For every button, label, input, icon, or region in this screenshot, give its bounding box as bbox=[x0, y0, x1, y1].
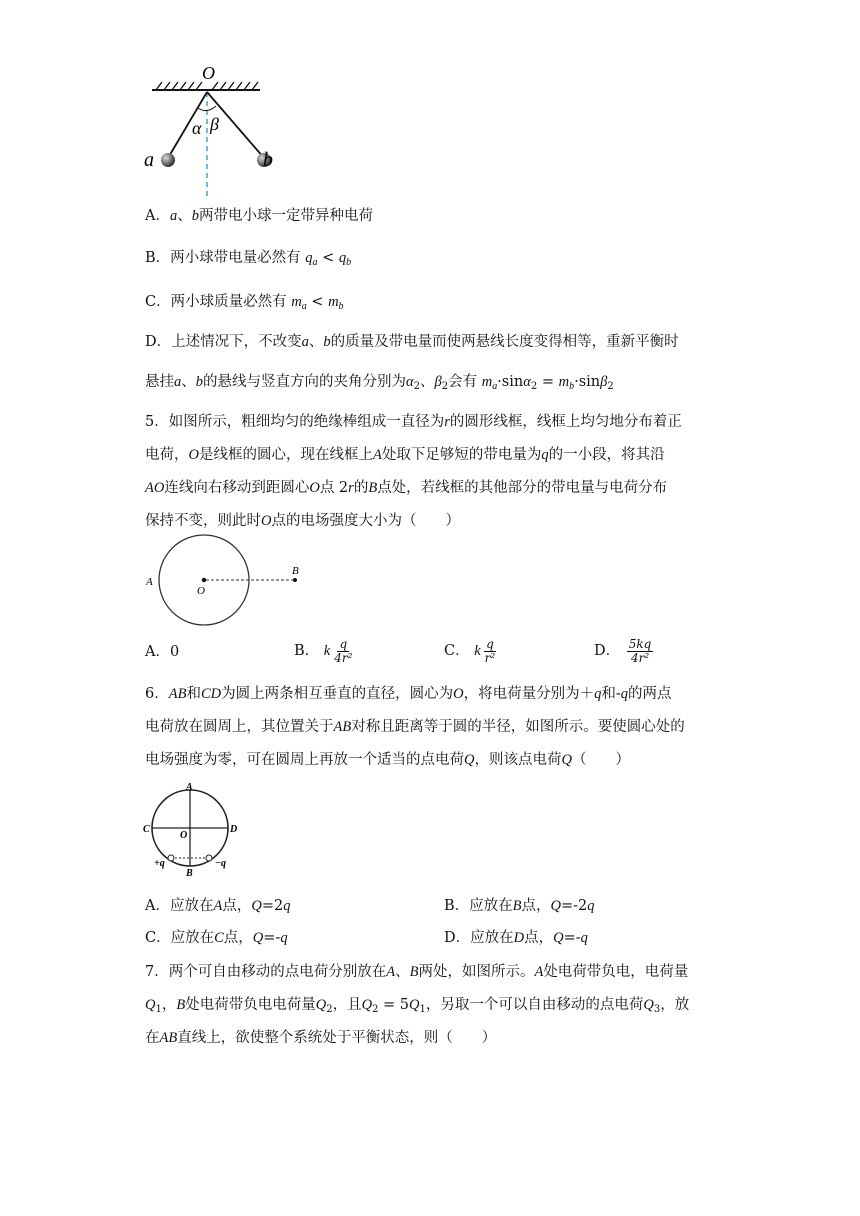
q6-option-a: A．应放在A点，Q=2q bbox=[145, 898, 291, 914]
label-minus-q: −q bbox=[215, 858, 227, 869]
q5-line4: 保持不变，则此时O点的电场强度大小为（ ） bbox=[145, 513, 460, 529]
pendulum-figure bbox=[140, 62, 273, 202]
q5-option-d: D． $\frac{5kq}{\text{4r²}}$ bbox=[594, 636, 652, 665]
q5-option-a: A．0 bbox=[145, 644, 180, 660]
q4-option-a: A．a、b两带电小球一定带异种电荷 bbox=[145, 208, 373, 224]
label-b: b bbox=[263, 149, 273, 171]
label-C: C bbox=[143, 824, 150, 835]
q4-option-d-line1: D．上述情况下，不改变a、b的质量及带电量而使两悬线长度变得相等，重新平衡时 bbox=[145, 334, 679, 350]
ball-a bbox=[161, 153, 175, 167]
label-B: B bbox=[292, 565, 299, 577]
q6-line3: 电场强度为零，可在圆周上再放一个适当的点电荷Q，则该点电荷Q（ ） bbox=[145, 752, 630, 768]
label-O: O bbox=[197, 585, 205, 597]
label-A: A bbox=[146, 576, 153, 588]
q7-line1: 7．两个可自由移动的点电荷分别放在A、B两处，如图所示。A处电荷带负电，电荷量 bbox=[145, 964, 689, 980]
q5-option-c: C． k $\frac{q}{\text{r²}}$ bbox=[444, 636, 496, 665]
q4-option-b: B．两小球带电量必然有 $q_a < q_b$ bbox=[145, 250, 352, 268]
label-alpha: α bbox=[192, 118, 202, 138]
label-O: O bbox=[180, 830, 188, 841]
q6-line2: 电荷放在圆周上，其位置关于AB对称且距离等于圆的半径，如图所示。要使圆心处的 bbox=[145, 719, 685, 735]
q7-line3: 在AB直线上，欲使整个系统处于平衡状态，则（ ） bbox=[145, 1030, 497, 1046]
q4-option-d-line2: 悬挂a、b的悬线与竖直方向的夹角分别为$\alpha_2$、$\beta_2$会有 $m_a\cdot\sin\alpha_2 = m_b\cdot\sin\beta_2$ bbox=[145, 374, 614, 392]
cross-circle-figure bbox=[140, 780, 250, 880]
q6-option-b: B．应放在B点，Q=-2q bbox=[444, 898, 595, 914]
q5-line3: AO连线向右移动到距圆心O点 2r的B点处，若线框的其他部分的带电量与电荷分布 bbox=[145, 480, 668, 496]
label-O: O bbox=[202, 63, 215, 83]
label-beta: β bbox=[210, 114, 219, 134]
q5-line1: 5．如图所示，粗细均匀的绝缘棒组成一直径为r的圆形线框，线框上均匀地分布着正 bbox=[145, 414, 682, 430]
q6-option-c: C．应放在C点，Q=-q bbox=[145, 930, 288, 946]
q4-option-c: C．两小球质量必然有 $m_a < m_b$ bbox=[145, 294, 344, 312]
label-a: a bbox=[144, 149, 154, 171]
circle-figure bbox=[140, 530, 315, 630]
label-plus-q: +q bbox=[154, 858, 165, 869]
q6-line1: 6．AB和CD为圆上两条相互垂直的直径，圆心为O，将电荷量分别为＋q和-q的两点 bbox=[145, 686, 672, 702]
label-B: B bbox=[186, 868, 193, 879]
q5-option-b: B． k $\frac{q}{\text{4r²}}$ bbox=[294, 636, 353, 665]
q6-option-d: D．应放在D点，Q=-q bbox=[444, 930, 588, 946]
q7-line2: $Q_1$，B处电荷带负电电荷量$Q_2$，且$Q_2 = 5Q_1$，另取一个可以自由移动的点电荷$Q_3$，放 bbox=[145, 997, 690, 1015]
q5-line2: 电荷，O是线框的圆心，现在线框上A处取下足够短的带电量为q的一小段，将其沿 bbox=[145, 447, 665, 463]
label-D: D bbox=[230, 824, 238, 835]
label-A: A bbox=[186, 782, 193, 793]
